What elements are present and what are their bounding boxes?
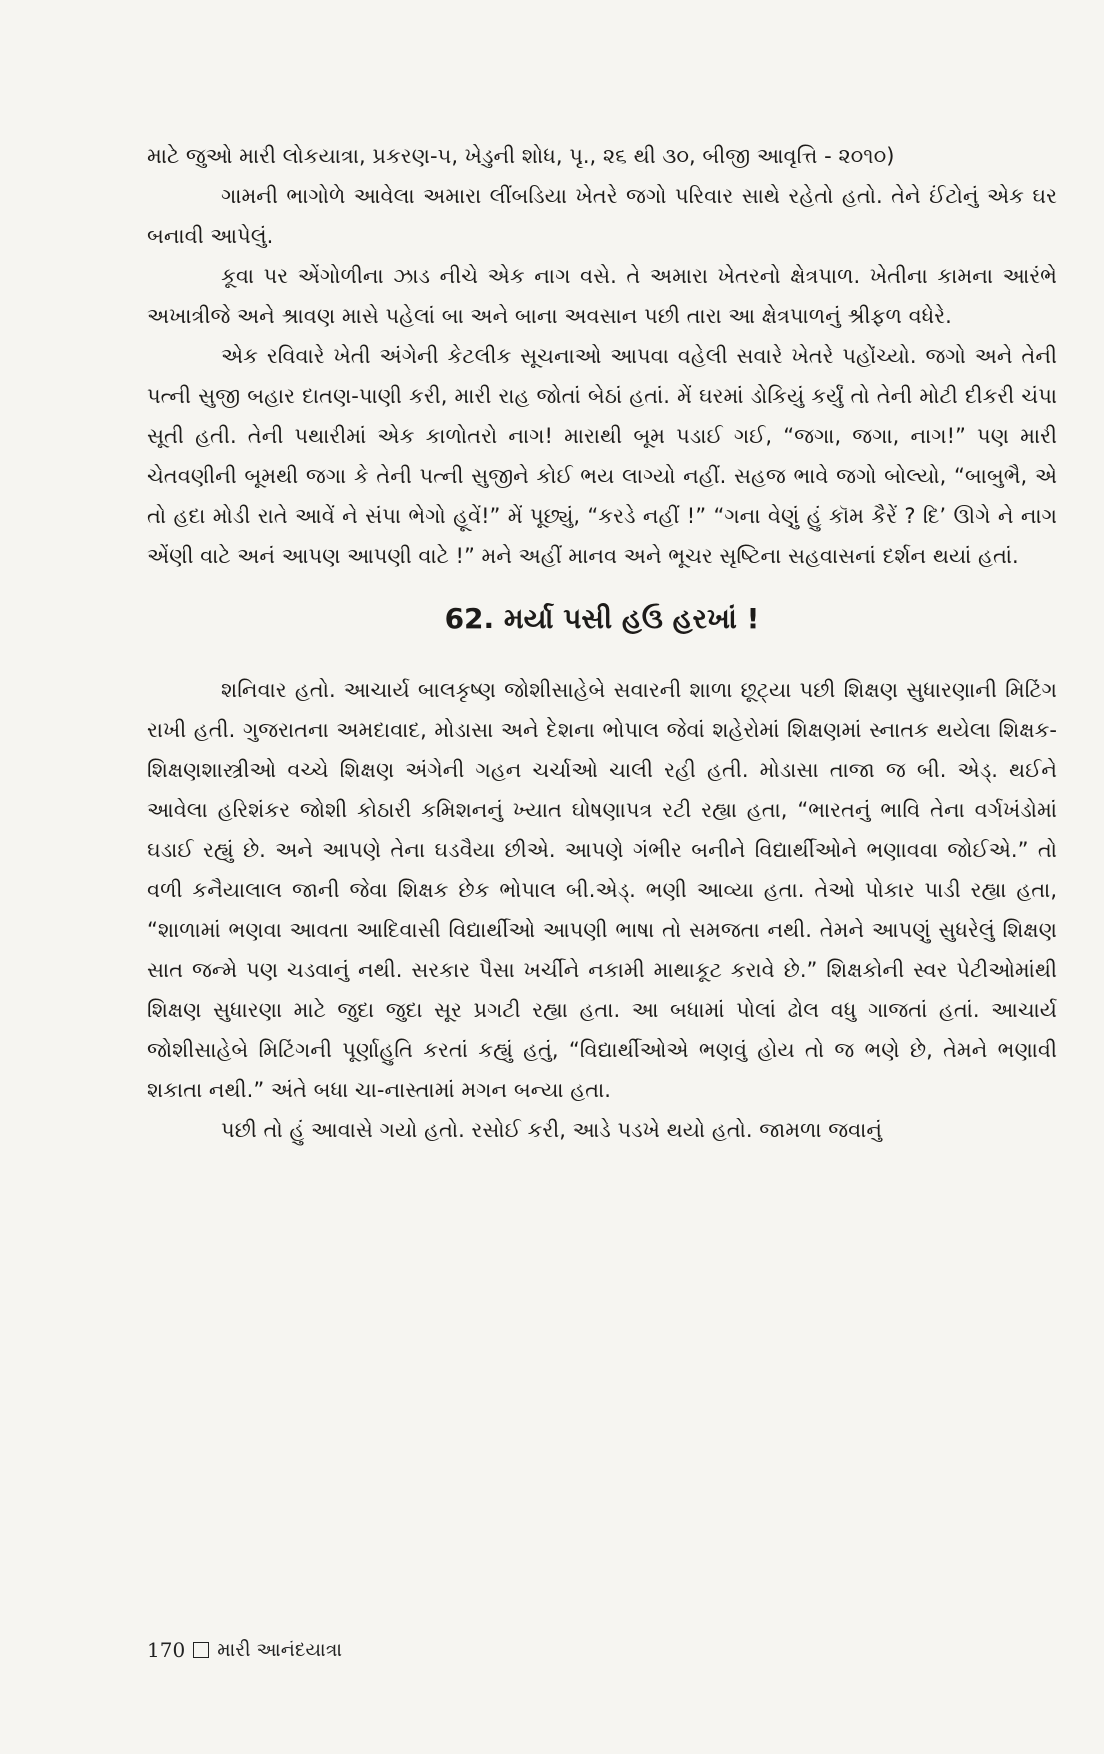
paragraph-education-meeting: શનિવાર હતો. આચાર્ય બાલકૃષ્ણ જોશીસાહેબે સવારની શાળા છૂટ્યા પછી શિક્ષણ સુધારણાની મિટિંગ રાખી હતી. ગુજરાતના અમદાવાદ, મોડાસા અને દેશના ભોપાલ જેવાં શહેરોમાં શિક્ષણમાં સ્નાતક થયેલા શિક્ષક-શિક્ષણશાસ્ત્રીઓ વચ્ચે શિક્ષણ અંગેની ગહન ચર્ચાઓ ચાલી રહી હતી. મોડાસા તાજા જ બી. એડ્. થઈને આવેલા હરિશંકર જોશી કોઠારી કમિશનનું ખ્યાત ઘોષણાપત્ર રટી રહ્યા હતા, “ભારતનું ભાવિ તેના વર્ગખંડોમાં ઘડાઈ રહ્યું છે. અને આપણે તેના ઘડવૈયા છીએ. આપણે ગંભીર બનીને વિદ્યાર્થીઓને ભણાવવા જોઈએ.” તો વળી કનૈયાલાલ જાની જેવા શિક્ષક છેક ભોપાલ બી.એડ્. ભણી આવ્યા હતા. તેઓ પોકાર પાડી રહ્યા હતા, “શાળામાં ભણવા આવતા આદિવાસી વિદ્યાર્થીઓ આપણી ભાષા તો સમજતા નથી. તેમને આપણું સુધરેલું શિક્ષણ સાત જન્મે પણ ચડવાનું નથી. સરકાર પૈસા ખર્ચીને નકામી માથાકૂટ કરાવે છે.” શિક્ષકોની સ્વર પેટીઓમાંથી શિક્ષણ સુધારણા માટે જુદા જુદા સૂર પ્રગટી રહ્યા હતા. આ બધામાં પોલાં ઢોલ વધુ ગાજતાં હતાં. આચાર્ય જોશીસાહેબે મિટિંગની પૂર્ણાહુતિ કરતાં કહ્યું હતું, “વિદ્યાર્થીઓએ ભણવું હોય તો જ ભણે છે, તેમને ભણાવી શકાતા નથી.” અંતે બધા ચા-નાસ્તામાં મગન બન્યા હતા.	[147, 678, 1057, 1102]
square-separator-icon	[193, 1642, 209, 1658]
paragraph-snake-guardian: કૂવા પર એંગોળીના ઝાડ નીચે એક નાગ વસે. તે અમારા ખેતરનો ક્ષેત્રપાળ. ખેતીના કામના આરંભે અખાત્રીજે અને શ્રાવણ માસે પહેલાં બા અને બાના અવસાન પછી તારા આ ક્ષેત્રપાળનું શ્રીફળ વધેરે.	[147, 264, 1057, 328]
page-number: 170	[147, 1638, 186, 1662]
paragraph-sunday-visit: એક રવિવારે ખેતી અંગેની કેટલીક સૂચનાઓ આપવા વહેલી સવારે ખેતરે પહોંચ્યો. જગો અને તેની પત્ની સુજી બહાર દાતણ-પાણી કરી, મારી રાહ જોતાં બેઠાં હતાં. મેં ઘરમાં ડોકિયું કર્યું તો તેની મોટી દીકરી ચંપા સૂતી હતી. તેની પથારીમાં એક કાળોતરો નાગ! મારાથી બૂમ પડાઈ ગઈ, “જગા, જગા, નાગ!” પણ મારી ચેતવણીની બૂમથી જગા કે તેની પત્ની સુજીને કોઈ ભય લાગ્યો નહીં. સહજ ભાવે જગો બોલ્યો, “બાબુભૈ, એ તો હદા મોડી રાતે આવેં ને સંપા ભેગો હૂવેં!” મેં પૂછ્યું, “કરડે નહીં !” “ગના વેણું હું કૉમ કૈરેં ? દિ’ ઊગે ને નાગ એંણી વાટે અનં આપણ આપણી વાટે !” મને અહીં માનવ અને ભૂચર સૃષ્ટિના સહવાસનાં દર્શન થયાં હતાં.	[147, 344, 1057, 568]
page-footer	[147, 1638, 342, 1662]
book-title: મારી આનંદયાત્રા	[217, 1639, 343, 1661]
paragraph-after-meeting: પછી તો હું આવાસે ગયો હતો. રસોઈ કરી, આડે પડખે થયો હતો. જામળા જવાનું	[221, 1118, 882, 1142]
chapter-title: 62. મર્યા પસી હઉ હરખાં !	[444, 602, 760, 635]
paragraph-jago-family: ગામની ભાગોળે આવેલા અમારા લીંબડિયા ખેતરે જગો પરિવાર સાથે રહેતો હતો. તેને ઈંટોનું એક ઘર બનાવી આપેલું.	[147, 184, 1057, 248]
paragraph-continuation: માટે જુઓ મારી લોકયાત્રા, પ્રકરણ-૫, ખેડુની શોધ, પૃ., ૨૬ થી ૩૦, બીજી આવૃત્તિ - ૨૦૧૦)	[147, 144, 895, 168]
page-text-block	[147, 136, 1057, 1150]
